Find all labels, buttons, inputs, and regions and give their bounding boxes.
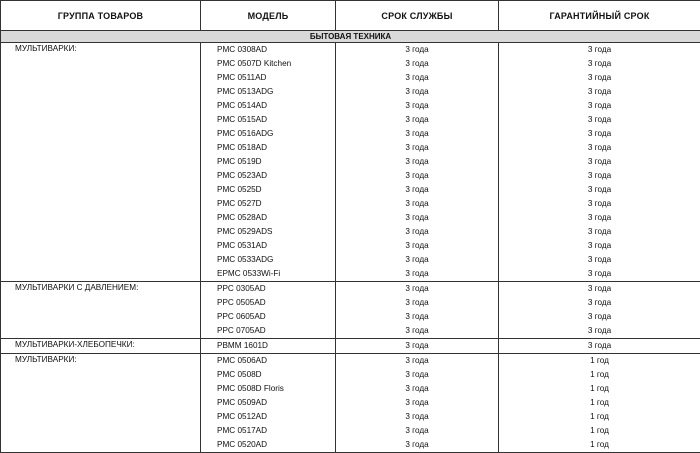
model-cell: PMC 0528AD bbox=[217, 213, 268, 222]
service-life-cell: 3 года bbox=[405, 255, 429, 264]
model-cell: PMC 0533ADG bbox=[217, 255, 274, 264]
warranty-cell: 1 год bbox=[590, 384, 609, 393]
model-cell: PMC 0518AD bbox=[217, 143, 268, 152]
model-cell: PMC 0509AD bbox=[217, 398, 268, 407]
model-cell: PMC 0520AD bbox=[217, 440, 268, 449]
models-column bbox=[201, 282, 336, 339]
warranty-cell: 3 года bbox=[587, 298, 612, 307]
group-row bbox=[1, 354, 700, 453]
model-cell: PBMM 1601D bbox=[217, 341, 268, 350]
group-name: МУЛЬТИВАРКИ С ДАВЛЕНИЕМ: bbox=[1, 282, 201, 339]
models-column bbox=[201, 354, 336, 453]
group-name: МУЛЬТИВАРКИ-ХЛЕБОПЕЧКИ: bbox=[1, 339, 201, 354]
model-cell: PMC 0523AD bbox=[217, 171, 268, 180]
model-cell: PMC 0507D Kitchen bbox=[217, 59, 292, 68]
service-life-cell: 3 года bbox=[405, 298, 429, 307]
header-product-group: ГРУППА ТОВАРОВ bbox=[1, 1, 201, 31]
header-row bbox=[1, 1, 700, 31]
service-life-cell: 3 года bbox=[405, 213, 429, 222]
warranty-cell: 3 года bbox=[587, 59, 612, 68]
service-life-cell: 3 года bbox=[405, 398, 429, 407]
model-cell: PMC 0513ADG bbox=[217, 87, 274, 96]
service-life-cell: 3 года bbox=[405, 171, 429, 180]
warranty-cell: 1 год bbox=[590, 440, 609, 449]
warranty-cell: 3 года bbox=[587, 326, 612, 335]
service-life-cell: 3 года bbox=[405, 312, 429, 321]
model-cell: PMC 0529ADS bbox=[217, 227, 273, 236]
warranty-cell: 3 года bbox=[587, 73, 612, 82]
service-life-cell: 3 года bbox=[405, 326, 429, 335]
warranty-column bbox=[499, 354, 700, 453]
service-life-cell: 3 года bbox=[405, 269, 429, 278]
warranty-cell: 3 года bbox=[587, 199, 612, 208]
service-life-cell: 3 года bbox=[405, 185, 429, 194]
warranty-cell: 3 года bbox=[587, 45, 612, 54]
model-cell: EPMC 0533Wi-Fi bbox=[217, 269, 281, 278]
model-cell: PMC 0308AD bbox=[217, 45, 268, 54]
service-life-cell: 3 года bbox=[405, 426, 429, 435]
service-life-cell: 3 года bbox=[405, 59, 429, 68]
model-cell: PMC 0512AD bbox=[217, 412, 268, 421]
service-life-cell: 3 года bbox=[405, 440, 429, 449]
model-cell: PMC 0515AD bbox=[217, 115, 268, 124]
warranty-cell: 3 года bbox=[587, 185, 612, 194]
service-life-cell: 3 года bbox=[405, 101, 429, 110]
model-cell: PMC 0508D bbox=[217, 370, 262, 379]
group-name: МУЛЬТИВАРКИ: bbox=[1, 43, 201, 282]
warranty-cell: 1 год bbox=[590, 398, 609, 407]
service-life-cell: 3 года bbox=[405, 284, 429, 293]
warranty-cell: 3 года bbox=[587, 213, 612, 222]
warranty-cell: 3 года bbox=[587, 87, 612, 96]
life-column bbox=[336, 339, 499, 354]
warranty-cell: 3 года bbox=[587, 241, 612, 250]
model-cell: PMC 0506AD bbox=[217, 356, 268, 365]
service-life-cell: 3 года bbox=[405, 227, 429, 236]
group-row bbox=[1, 339, 700, 354]
service-life-cell: 3 года bbox=[405, 341, 429, 350]
service-life-cell: 3 года bbox=[405, 157, 429, 166]
service-life-cell: 3 года bbox=[405, 129, 429, 138]
group-row bbox=[1, 43, 700, 282]
warranty-cell: 3 года bbox=[587, 341, 612, 350]
service-life-cell: 3 года bbox=[405, 384, 429, 393]
service-life-cell: 3 года bbox=[405, 370, 429, 379]
warranty-cell: 3 года bbox=[587, 284, 612, 293]
section-row bbox=[1, 31, 700, 43]
warranty-column bbox=[499, 43, 700, 282]
service-life-cell: 3 года bbox=[405, 199, 429, 208]
model-cell: PPC 0505AD bbox=[217, 298, 266, 307]
life-column bbox=[336, 43, 499, 282]
warranty-cell: 3 года bbox=[587, 227, 612, 236]
warranty-cell: 3 года bbox=[587, 269, 612, 278]
model-cell: PMC 0531AD bbox=[217, 241, 268, 250]
model-cell: PMC 0525D bbox=[217, 185, 262, 194]
model-cell: PMC 0527D bbox=[217, 199, 262, 208]
model-cell: PPC 0605AD bbox=[217, 312, 266, 321]
warranty-cell: 3 года bbox=[587, 115, 612, 124]
warranty-cell: 3 года bbox=[587, 255, 612, 264]
model-cell: PMC 0516ADG bbox=[217, 129, 274, 138]
service-life-cell: 3 года bbox=[405, 73, 429, 82]
models-column bbox=[201, 43, 336, 282]
header-warranty-period: ГАРАНТИЙНЫЙ СРОК bbox=[499, 1, 700, 31]
warranty-cell: 3 года bbox=[587, 129, 612, 138]
group-name: МУЛЬТИВАРКИ: bbox=[1, 354, 201, 453]
service-life-cell: 3 года bbox=[405, 356, 429, 365]
model-cell: PMC 0517AD bbox=[217, 426, 268, 435]
warranty-cell: 3 года bbox=[587, 143, 612, 152]
life-column bbox=[336, 354, 499, 453]
service-life-cell: 3 года bbox=[405, 45, 429, 54]
header-model: МОДЕЛЬ bbox=[201, 1, 336, 31]
group-row bbox=[1, 282, 700, 339]
life-column bbox=[336, 282, 499, 339]
warranty-cell: 3 года bbox=[587, 157, 612, 166]
service-life-cell: 3 года bbox=[405, 143, 429, 152]
service-life-cell: 3 года bbox=[405, 241, 429, 250]
model-cell: PMC 0511AD bbox=[217, 73, 267, 82]
service-life-cell: 3 года bbox=[405, 87, 429, 96]
header-service-life: СРОК СЛУЖБЫ bbox=[336, 1, 499, 31]
warranty-cell: 3 года bbox=[587, 101, 612, 110]
warranty-cell: 1 год bbox=[590, 370, 609, 379]
model-cell: PMC 0519D bbox=[217, 157, 262, 166]
warranty-cell: 1 год bbox=[590, 356, 609, 365]
service-life-cell: 3 года bbox=[405, 412, 429, 421]
warranty-column bbox=[499, 339, 700, 354]
service-life-cell: 3 года bbox=[405, 115, 429, 124]
warranty-cell: 3 года bbox=[587, 312, 612, 321]
model-cell: PPC 0705AD bbox=[217, 326, 266, 335]
model-cell: PPC 0305AD bbox=[217, 284, 266, 293]
section-title: БЫТОВАЯ ТЕХНИКА bbox=[1, 31, 700, 43]
warranty-cell: 3 года bbox=[587, 171, 612, 180]
models-column bbox=[201, 339, 336, 354]
warranty-cell: 1 год bbox=[590, 426, 609, 435]
warranty-cell: 1 год bbox=[590, 412, 609, 421]
model-cell: PMC 0508D Floris bbox=[217, 384, 284, 393]
model-cell: PMC 0514AD bbox=[217, 101, 268, 110]
warranty-column bbox=[499, 282, 700, 339]
